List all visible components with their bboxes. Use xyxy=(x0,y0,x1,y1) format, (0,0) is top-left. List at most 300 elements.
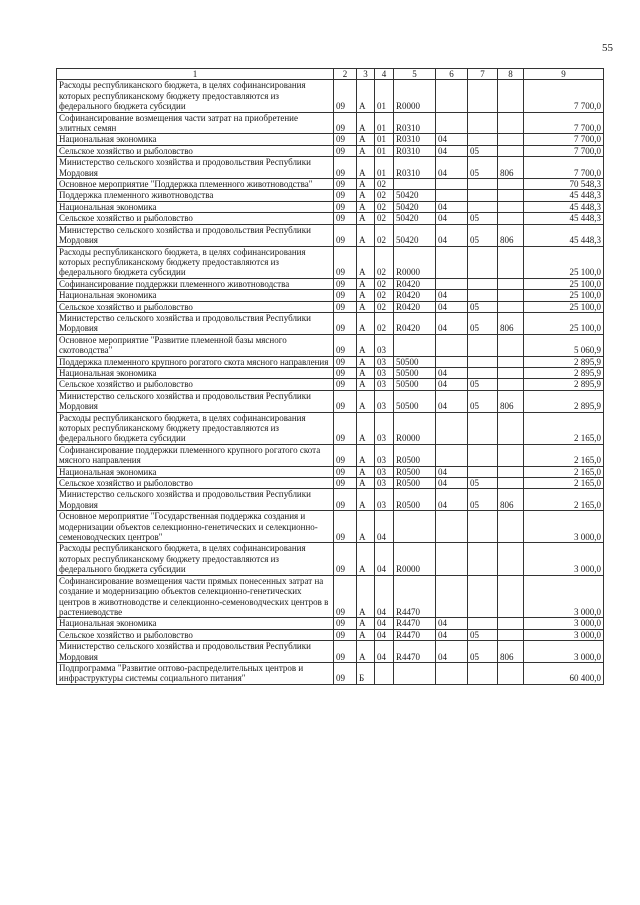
cell-subprogram: 02 xyxy=(375,190,394,201)
table-row xyxy=(57,224,604,246)
cell-amount: 25 100,0 xyxy=(524,290,604,301)
table-row xyxy=(57,367,604,378)
cell-department xyxy=(498,334,524,356)
cell-target-code: 50420 xyxy=(394,201,436,212)
cell-subprogram: 03 xyxy=(375,356,394,367)
cell-department: 806 xyxy=(498,489,524,511)
cell-section: 09 xyxy=(334,179,357,190)
cell-description: Министерство сельского хозяйства и продовольствия Республики Мордовия xyxy=(57,641,334,663)
cell-department xyxy=(498,190,524,201)
cell-subsection-a xyxy=(436,112,468,134)
cell-subsection-a xyxy=(436,662,468,684)
cell-section: 09 xyxy=(334,662,357,684)
header-cell: 6 xyxy=(436,69,468,80)
table-row xyxy=(57,412,604,444)
table-row xyxy=(57,290,604,301)
cell-subsection-a: 04 xyxy=(436,466,468,477)
cell-description: Сельское хозяйство и рыболовство xyxy=(57,379,334,390)
cell-subsection-b: 05 xyxy=(468,157,498,179)
cell-program: А xyxy=(357,511,375,543)
cell-program: А xyxy=(357,201,375,212)
cell-subsection-b: 05 xyxy=(468,489,498,511)
cell-department xyxy=(498,290,524,301)
cell-description: Поддержка племенного крупного рогатого скота мясного направления xyxy=(57,356,334,367)
cell-amount: 7 700,0 xyxy=(524,80,604,112)
cell-subsection-b xyxy=(468,412,498,444)
table-row xyxy=(57,511,604,543)
cell-description: Сельское хозяйство и рыболовство xyxy=(57,301,334,312)
table-row xyxy=(57,134,604,145)
cell-description: Министерство сельского хозяйства и продовольствия Республики Мордовия xyxy=(57,489,334,511)
cell-section: 09 xyxy=(334,201,357,212)
cell-section: 09 xyxy=(334,412,357,444)
cell-amount: 7 700,0 xyxy=(524,134,604,145)
cell-subprogram: 04 xyxy=(375,511,394,543)
cell-subprogram: 01 xyxy=(375,145,394,156)
cell-department xyxy=(498,662,524,684)
cell-subsection-b xyxy=(468,179,498,190)
cell-subprogram: 01 xyxy=(375,157,394,179)
cell-section: 09 xyxy=(334,278,357,289)
cell-section: 09 xyxy=(334,466,357,477)
table-row xyxy=(57,629,604,640)
cell-subsection-a: 04 xyxy=(436,390,468,412)
cell-department xyxy=(498,478,524,489)
cell-target-code: 50500 xyxy=(394,390,436,412)
cell-department xyxy=(498,618,524,629)
cell-section: 09 xyxy=(334,301,357,312)
table-row xyxy=(57,112,604,134)
cell-department xyxy=(498,511,524,543)
cell-subsection-b: 05 xyxy=(468,390,498,412)
cell-target-code: R4470 xyxy=(394,629,436,640)
cell-program: А xyxy=(357,213,375,224)
cell-subsection-b: 05 xyxy=(468,145,498,156)
cell-subsection-a: 04 xyxy=(436,312,468,334)
header-cell: 2 xyxy=(334,69,357,80)
cell-program: А xyxy=(357,390,375,412)
cell-subsection-a: 04 xyxy=(436,134,468,145)
cell-subsection-a: 04 xyxy=(436,290,468,301)
cell-program: А xyxy=(357,334,375,356)
cell-subsection-b xyxy=(468,511,498,543)
cell-subsection-b: 05 xyxy=(468,213,498,224)
cell-subsection-b xyxy=(468,278,498,289)
cell-subsection-b xyxy=(468,543,498,575)
cell-amount: 2 165,0 xyxy=(524,412,604,444)
cell-program: А xyxy=(357,301,375,312)
cell-subsection-a: 04 xyxy=(436,367,468,378)
cell-description: Сельское хозяйство и рыболовство xyxy=(57,478,334,489)
cell-section: 09 xyxy=(334,190,357,201)
cell-department xyxy=(498,629,524,640)
page-number: 55 xyxy=(602,42,613,54)
cell-description: Национальная экономика xyxy=(57,201,334,212)
cell-subprogram: 03 xyxy=(375,489,394,511)
header-cell: 1 xyxy=(57,69,334,80)
cell-amount: 3 000,0 xyxy=(524,575,604,618)
cell-program: А xyxy=(357,379,375,390)
cell-subsection-a xyxy=(436,80,468,112)
cell-amount: 7 700,0 xyxy=(524,157,604,179)
cell-department xyxy=(498,246,524,278)
table-row xyxy=(57,213,604,224)
cell-amount: 2 895,9 xyxy=(524,379,604,390)
cell-amount: 2 165,0 xyxy=(524,466,604,477)
cell-target-code: 50500 xyxy=(394,367,436,378)
cell-subprogram: 02 xyxy=(375,301,394,312)
cell-subprogram: 03 xyxy=(375,444,394,466)
cell-target-code: R0500 xyxy=(394,478,436,489)
cell-subsection-a xyxy=(436,246,468,278)
cell-subsection-a: 04 xyxy=(436,201,468,212)
table-row xyxy=(57,179,604,190)
cell-target-code: R4470 xyxy=(394,575,436,618)
cell-department xyxy=(498,134,524,145)
cell-target-code xyxy=(394,179,436,190)
cell-description: Софинансирование поддержки племенного животноводства xyxy=(57,278,334,289)
table-row xyxy=(57,575,604,618)
cell-subsection-a xyxy=(436,179,468,190)
cell-subsection-a xyxy=(436,412,468,444)
cell-program: А xyxy=(357,543,375,575)
cell-target-code: R0310 xyxy=(394,112,436,134)
cell-department xyxy=(498,444,524,466)
cell-department xyxy=(498,466,524,477)
cell-section: 09 xyxy=(334,489,357,511)
cell-target-code: R0000 xyxy=(394,246,436,278)
cell-program: А xyxy=(357,618,375,629)
cell-target-code: 50420 xyxy=(394,213,436,224)
cell-program: А xyxy=(357,641,375,663)
cell-amount: 2 895,9 xyxy=(524,356,604,367)
cell-description: Расходы республиканского бюджета, в целях софинансирования которых республиканскому бюджету предоставляются из федерального бюджета субсидии xyxy=(57,543,334,575)
table-row xyxy=(57,641,604,663)
cell-section: 09 xyxy=(334,157,357,179)
cell-program: А xyxy=(357,412,375,444)
cell-target-code: R0420 xyxy=(394,290,436,301)
cell-target-code: R0420 xyxy=(394,278,436,289)
cell-department xyxy=(498,356,524,367)
cell-subsection-a: 04 xyxy=(436,478,468,489)
cell-section: 09 xyxy=(334,444,357,466)
cell-department xyxy=(498,412,524,444)
cell-subsection-b xyxy=(468,367,498,378)
cell-description: Софинансирование поддержки племенного крупного рогатого скота мясного направления xyxy=(57,444,334,466)
cell-section: 09 xyxy=(334,213,357,224)
cell-description: Национальная экономика xyxy=(57,134,334,145)
table-row xyxy=(57,662,604,684)
cell-target-code: R4470 xyxy=(394,641,436,663)
cell-subsection-a xyxy=(436,444,468,466)
cell-target-code: 50420 xyxy=(394,224,436,246)
cell-subsection-a xyxy=(436,190,468,201)
cell-subsection-a: 04 xyxy=(436,489,468,511)
cell-target-code: R0310 xyxy=(394,134,436,145)
cell-subprogram: 04 xyxy=(375,543,394,575)
cell-target-code: R0420 xyxy=(394,301,436,312)
header-cell: 3 xyxy=(357,69,375,80)
cell-target-code: R0000 xyxy=(394,80,436,112)
cell-department: 806 xyxy=(498,224,524,246)
cell-subsection-b xyxy=(468,334,498,356)
cell-section: 09 xyxy=(334,629,357,640)
table-row xyxy=(57,379,604,390)
table-row xyxy=(57,278,604,289)
cell-department xyxy=(498,145,524,156)
cell-amount: 2 895,9 xyxy=(524,390,604,412)
cell-department xyxy=(498,367,524,378)
cell-subsection-b: 05 xyxy=(468,641,498,663)
cell-subsection-a xyxy=(436,356,468,367)
cell-subprogram: 04 xyxy=(375,575,394,618)
cell-subsection-b: 05 xyxy=(468,224,498,246)
cell-department: 806 xyxy=(498,390,524,412)
cell-description: Национальная экономика xyxy=(57,367,334,378)
budget-table xyxy=(56,68,604,685)
cell-subsection-a xyxy=(436,278,468,289)
cell-program: Б xyxy=(357,662,375,684)
cell-department xyxy=(498,80,524,112)
cell-subsection-a: 04 xyxy=(436,641,468,663)
cell-subprogram: 03 xyxy=(375,466,394,477)
cell-amount: 70 548,3 xyxy=(524,179,604,190)
cell-description: Софинансирование возмещения части прямых понесенных затрат на создание и модернизацию объектов селекционно-генетических центров в животноводстве и селекционно-семеноводческих центров в растениеводстве xyxy=(57,575,334,618)
cell-section: 09 xyxy=(334,575,357,618)
cell-amount: 45 448,3 xyxy=(524,213,604,224)
cell-amount: 45 448,3 xyxy=(524,201,604,212)
cell-subprogram: 02 xyxy=(375,224,394,246)
cell-department: 806 xyxy=(498,312,524,334)
cell-subsection-a xyxy=(436,575,468,618)
cell-subprogram: 03 xyxy=(375,334,394,356)
table-row xyxy=(57,618,604,629)
cell-amount: 7 700,0 xyxy=(524,112,604,134)
table-row xyxy=(57,334,604,356)
table-row xyxy=(57,301,604,312)
cell-subsection-b: 05 xyxy=(468,301,498,312)
table-row xyxy=(57,201,604,212)
cell-section: 09 xyxy=(334,356,357,367)
cell-program: А xyxy=(357,134,375,145)
table-row xyxy=(57,466,604,477)
header-cell: 5 xyxy=(394,69,436,80)
cell-department xyxy=(498,179,524,190)
cell-program: А xyxy=(357,489,375,511)
cell-program: А xyxy=(357,190,375,201)
cell-department xyxy=(498,575,524,618)
cell-section: 09 xyxy=(334,390,357,412)
cell-section: 09 xyxy=(334,112,357,134)
cell-amount: 5 060,9 xyxy=(524,334,604,356)
cell-subsection-b: 05 xyxy=(468,629,498,640)
cell-section: 09 xyxy=(334,134,357,145)
cell-subsection-a xyxy=(436,511,468,543)
cell-target-code: R0310 xyxy=(394,145,436,156)
cell-description: Сельское хозяйство и рыболовство xyxy=(57,145,334,156)
cell-description: Основное мероприятие "Поддержка племенного животноводства" xyxy=(57,179,334,190)
cell-section: 09 xyxy=(334,367,357,378)
cell-program: А xyxy=(357,575,375,618)
cell-subsection-a: 04 xyxy=(436,224,468,246)
cell-department xyxy=(498,213,524,224)
cell-description: Министерство сельского хозяйства и продовольствия Республики Мордовия xyxy=(57,157,334,179)
cell-section: 09 xyxy=(334,290,357,301)
cell-subsection-b xyxy=(468,618,498,629)
cell-amount: 3 000,0 xyxy=(524,641,604,663)
cell-program: А xyxy=(357,466,375,477)
cell-subsection-b xyxy=(468,112,498,134)
cell-amount: 45 448,3 xyxy=(524,224,604,246)
cell-subprogram: 03 xyxy=(375,379,394,390)
cell-subprogram: 03 xyxy=(375,478,394,489)
cell-subsection-b xyxy=(468,356,498,367)
cell-amount: 2 165,0 xyxy=(524,444,604,466)
cell-subsection-b xyxy=(468,662,498,684)
cell-department xyxy=(498,543,524,575)
table-row xyxy=(57,190,604,201)
cell-subsection-b xyxy=(468,246,498,278)
cell-subsection-a xyxy=(436,334,468,356)
cell-subsection-a: 04 xyxy=(436,618,468,629)
cell-department xyxy=(498,278,524,289)
cell-subsection-a: 04 xyxy=(436,301,468,312)
table-row xyxy=(57,246,604,278)
cell-target-code: R4470 xyxy=(394,618,436,629)
cell-description: Национальная экономика xyxy=(57,466,334,477)
cell-subsection-a: 04 xyxy=(436,213,468,224)
table-row xyxy=(57,145,604,156)
cell-section: 09 xyxy=(334,618,357,629)
table-row xyxy=(57,489,604,511)
cell-subsection-a: 04 xyxy=(436,157,468,179)
cell-description: Сельское хозяйство и рыболовство xyxy=(57,213,334,224)
cell-department xyxy=(498,301,524,312)
cell-subsection-a: 04 xyxy=(436,379,468,390)
cell-subprogram: 02 xyxy=(375,312,394,334)
table-row xyxy=(57,312,604,334)
cell-description: Министерство сельского хозяйства и продовольствия Республики Мордовия xyxy=(57,390,334,412)
cell-amount: 2 165,0 xyxy=(524,478,604,489)
cell-department xyxy=(498,112,524,134)
cell-program: А xyxy=(357,356,375,367)
cell-amount: 3 000,0 xyxy=(524,618,604,629)
cell-subsection-b: 05 xyxy=(468,312,498,334)
cell-description: Основное мероприятие "Развитие племенной базы мясного скотоводства" xyxy=(57,334,334,356)
cell-subprogram: 02 xyxy=(375,246,394,278)
cell-subprogram: 01 xyxy=(375,80,394,112)
cell-description: Расходы республиканского бюджета, в целях софинансирования которых республиканскому бюджету предоставляются из федерального бюджета субсидии xyxy=(57,80,334,112)
cell-target-code xyxy=(394,662,436,684)
cell-section: 09 xyxy=(334,145,357,156)
cell-target-code: R0500 xyxy=(394,444,436,466)
cell-amount: 60 400,0 xyxy=(524,662,604,684)
cell-description: Министерство сельского хозяйства и продовольствия Республики Мордовия xyxy=(57,224,334,246)
cell-target-code: R0310 xyxy=(394,157,436,179)
cell-section: 09 xyxy=(334,543,357,575)
cell-subsection-a xyxy=(436,543,468,575)
cell-subprogram: 01 xyxy=(375,134,394,145)
cell-program: А xyxy=(357,444,375,466)
header-cell: 8 xyxy=(498,69,524,80)
cell-subprogram: 02 xyxy=(375,179,394,190)
table-row xyxy=(57,157,604,179)
cell-description: Расходы республиканского бюджета, в целях софинансирования которых республиканскому бюджету предоставляются из федерального бюджета субсидии xyxy=(57,412,334,444)
cell-amount: 25 100,0 xyxy=(524,312,604,334)
cell-section: 09 xyxy=(334,312,357,334)
cell-target-code: R0420 xyxy=(394,312,436,334)
table-row xyxy=(57,444,604,466)
cell-subsection-a: 04 xyxy=(436,629,468,640)
cell-amount: 2 895,9 xyxy=(524,367,604,378)
cell-program: А xyxy=(357,290,375,301)
cell-amount: 3 000,0 xyxy=(524,629,604,640)
cell-amount: 2 165,0 xyxy=(524,489,604,511)
cell-target-code: R0500 xyxy=(394,466,436,477)
cell-description: Министерство сельского хозяйства и продовольствия Республики Мордовия xyxy=(57,312,334,334)
cell-department: 806 xyxy=(498,641,524,663)
cell-program: А xyxy=(357,145,375,156)
cell-subprogram: 03 xyxy=(375,412,394,444)
cell-program: А xyxy=(357,312,375,334)
cell-target-code: R0000 xyxy=(394,412,436,444)
cell-subprogram: 04 xyxy=(375,641,394,663)
cell-subprogram: 04 xyxy=(375,629,394,640)
cell-target-code: 50500 xyxy=(394,356,436,367)
cell-subprogram: 03 xyxy=(375,390,394,412)
cell-subsection-b xyxy=(468,575,498,618)
cell-description: Подпрограмма "Развитие оптово-распределительных центров и инфраструктуры системы социального питания" xyxy=(57,662,334,684)
cell-department xyxy=(498,201,524,212)
cell-program: А xyxy=(357,157,375,179)
cell-program: А xyxy=(357,278,375,289)
cell-target-code: R0500 xyxy=(394,489,436,511)
cell-program: А xyxy=(357,246,375,278)
cell-subsection-b xyxy=(468,80,498,112)
cell-subprogram: 04 xyxy=(375,618,394,629)
cell-subprogram: 02 xyxy=(375,278,394,289)
cell-target-code xyxy=(394,511,436,543)
cell-subprogram: 01 xyxy=(375,112,394,134)
cell-description: Софинансирование возмещения части затрат на приобретение элитных семян xyxy=(57,112,334,134)
cell-subsection-b xyxy=(468,201,498,212)
cell-target-code xyxy=(394,334,436,356)
table-row xyxy=(57,543,604,575)
cell-subprogram: 02 xyxy=(375,213,394,224)
table-row xyxy=(57,80,604,112)
cell-description: Сельское хозяйство и рыболовство xyxy=(57,629,334,640)
header-cell: 7 xyxy=(468,69,498,80)
cell-program: А xyxy=(357,224,375,246)
cell-department xyxy=(498,379,524,390)
cell-section: 09 xyxy=(334,80,357,112)
cell-target-code: 50420 xyxy=(394,190,436,201)
header-cell: 9 xyxy=(524,69,604,80)
cell-subsection-b: 05 xyxy=(468,478,498,489)
cell-amount: 25 100,0 xyxy=(524,246,604,278)
cell-subprogram: 03 xyxy=(375,367,394,378)
cell-program: А xyxy=(357,112,375,134)
cell-subprogram xyxy=(375,662,394,684)
cell-program: А xyxy=(357,629,375,640)
cell-subsection-a: 04 xyxy=(436,145,468,156)
cell-section: 09 xyxy=(334,224,357,246)
cell-subsection-b xyxy=(468,134,498,145)
cell-subprogram: 02 xyxy=(375,201,394,212)
cell-subprogram: 02 xyxy=(375,290,394,301)
cell-subsection-b xyxy=(468,444,498,466)
cell-section: 09 xyxy=(334,246,357,278)
